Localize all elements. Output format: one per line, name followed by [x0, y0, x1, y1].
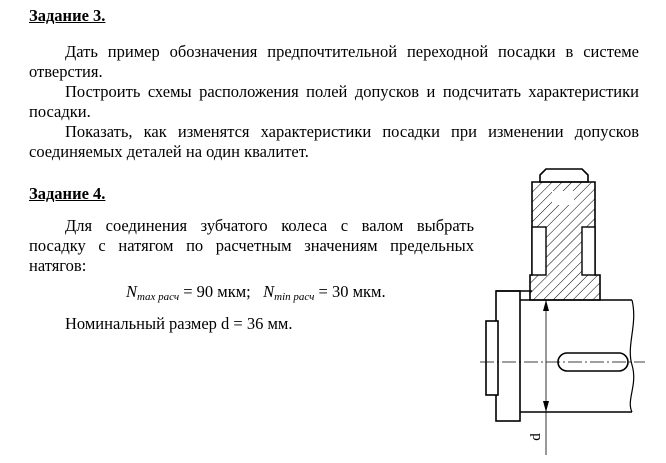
nmax-value: = 90 мкм;	[179, 282, 251, 301]
task4-paragraph-1: Для соединения зубчатого колеса с валом выбрать посадку с натягом по расчетным значениям предельных натягов:	[29, 216, 474, 275]
task4-heading: Задание 4.	[29, 184, 106, 203]
task3-paragraph-1: Дать пример обозначения предпочтительной переходной посадки в системе отверстия.	[29, 42, 639, 81]
task3-paragraph-2: Построить схемы расположения полей допусков и подсчитать характеристики посадки.	[29, 82, 639, 121]
nmax-subscript: max расч	[137, 291, 180, 303]
gear-section	[530, 169, 600, 300]
nmin-value: = 30 мкм.	[314, 282, 386, 301]
task4-formula	[126, 282, 386, 304]
nmin-symbol: N	[263, 282, 275, 301]
gear-shaft-drawing	[460, 165, 660, 461]
nmax-symbol: N	[126, 282, 138, 301]
nmin-subscript: min расч	[274, 291, 315, 303]
task3-heading: Задание 3.	[29, 6, 106, 25]
dimension-d-label: d	[528, 433, 544, 441]
dimension-d	[540, 300, 552, 455]
shaft	[486, 291, 634, 421]
task4-paragraph-2: Номинальный размер d = 36 мм.	[65, 314, 293, 333]
task3-paragraph-3: Показать, как изменятся характеристики посадки при изменении допусков соединяемых деталей на один квалитет.	[29, 122, 639, 161]
